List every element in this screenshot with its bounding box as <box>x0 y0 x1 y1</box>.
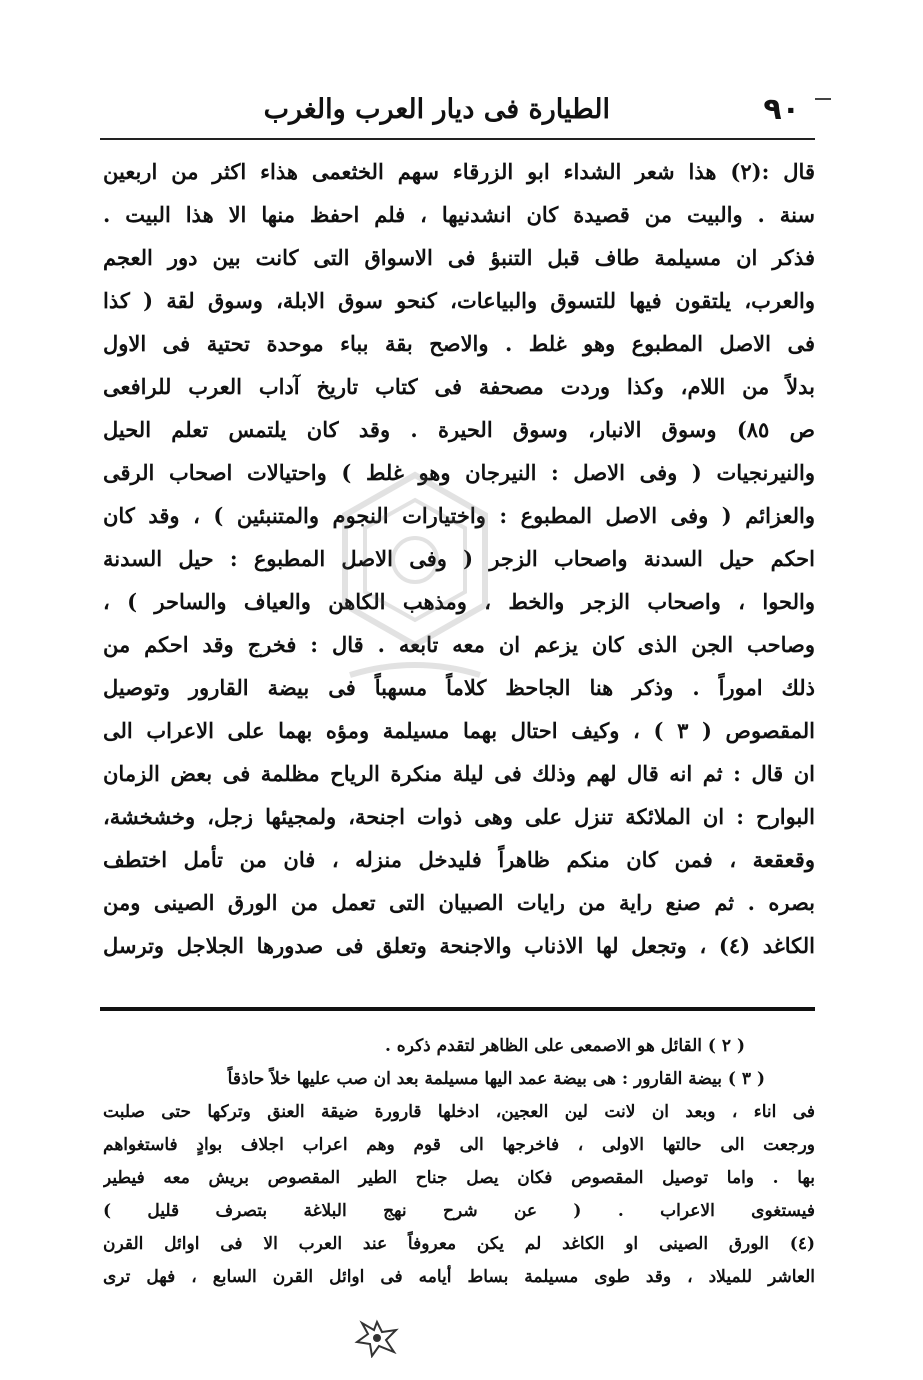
footnote-line: ( ٢ ) القائل هو الاصمعى على الظاهر لتقدم ذكره . <box>384 1036 745 1056</box>
footnote-line: بها . واما توصيل المقصوص فكان يصل جناح الطير المقصوص بريش معه فيطير <box>103 1168 815 1188</box>
running-title: الطيارة فى ديار العرب والغرب <box>263 94 610 125</box>
text-line: بدلاً من اللام، وكذا وردت مصحفة فى كتاب تاريخ آداب العرب للرافعى <box>103 374 815 399</box>
text-line: فى الاصل المطبوع وهو غلط . والاصح بقة بباء موحدة تحتية فى الاول <box>103 331 815 356</box>
footnote-separator <box>100 1007 815 1011</box>
footnotes <box>103 1030 815 1294</box>
library-stamp-watermark <box>330 470 500 700</box>
footnote-line: فى اناء ، وبعد ان لانت لين العجين، ادخلها قارورة ضيقة العنق وتركها حتى صلبت <box>103 1102 815 1122</box>
text-line: والعزائم ( وفى الاصل المطبوع : واختيارات النجوم والمتنبئين ) ، وقد كان <box>103 503 815 528</box>
footnote-line: فيستغوى الاعراب . ( عن شرح نهج البلاغة بتصرف قليل ) <box>103 1201 815 1221</box>
text-line: بصره . ثم صنع راية من رايات الصبيان التى تعمل من الورق الصينى ومن <box>103 890 815 915</box>
margin-mark <box>815 98 831 100</box>
text-line: فذكر ان مسيلمة طاف قبل التنبؤ فى الاسواق التى كانت بين دور العجم <box>103 245 815 270</box>
page-header <box>105 92 810 132</box>
text-line: والحوا ، واصحاب الزجر والخط ، ومذهب الكاهن والعياف والساحر ) ، <box>103 589 815 614</box>
footnote-line: ورجعت الى حالتها الاولى ، فاخرجها الى قوم وهم اعراب اجلاف بوادٍ فاستغواهم <box>103 1135 815 1155</box>
text-line: ان قال : ثم انه قال لهم وذلك فى ليلة منكرة الرياح مظلمة فى بعض الزمان <box>103 761 815 786</box>
text-line: المقصوص ( ٣ ) ، وكيف احتال بهما مسيلمة ومؤه بهما على الاعراب الى <box>103 718 815 743</box>
text-line: الكاغد (٤) ، وتجعل لها الاذناب والاجنحة وتعلق فى صدورها الجلاجل وترسل <box>103 933 815 958</box>
text-line: احكم حيل السدنة واصحاب الزجر ( وفى الاصل المطبوع : حيل السدنة <box>103 546 815 571</box>
text-line: ص ٨٥) وسوق الانبار، وسوق الحيرة . وقد كان يلتمس تعلم الحيل <box>103 417 815 442</box>
text-line: سنة . والبيت من قصيدة كان انشدنيها ، فلم احفظ منها الا هذا البيت . <box>103 202 815 227</box>
text-line: ذلك اموراً . وذكر هنا الجاحظ كلاماً مسهباً فى بيضة القارور وتوصيل <box>103 675 815 700</box>
footnote-line: العاشر للميلاد ، وقد طوى مسيلمة بساط أيامه فى اوائل القرن السابع ، فهل ترى <box>103 1267 815 1287</box>
page-number: ٩٠ <box>763 92 800 127</box>
footnote-line: ( ٣ ) بيضة القارور : هى بيضة عمد اليها مسيلمة بعد ان صب عليها خلاً حاذقاً <box>227 1069 765 1089</box>
text-line: البوارح : ان الملائكة تنزل على وهى ذوات اجنحة، ولمجيئها زجل، وخشخشة، <box>103 804 815 829</box>
ornament-icon <box>352 1318 402 1358</box>
header-rule <box>100 138 815 140</box>
text-line: والعرب، يلتقون فيها للتسوق والبياعات، كنحو سوق الابلة، وسوق لقة ( كذا <box>103 288 815 313</box>
footnote-line: (٤) الورق الصينى او الكاغد لم يكن معروفاً عند العرب الا فى اوائل القرن <box>103 1234 815 1254</box>
text-line: قال :(٢) هذا شعر الشداء ابو الزرقاء سهم الخثعمى هذاء اكثر من اربعين <box>103 159 815 184</box>
text-line: وصاحب الجن الذى كان يزعم ان معه تابعه . قال : فخرج وقد احكم من <box>103 632 815 657</box>
text-line: وقعقعة ، فمن كان منكم ظاهراً فليدخل منزله ، فان من تأمل اختطف <box>103 847 815 872</box>
text-line: والنيرنجيات ( وفى الاصل : النيرجان وهو غلط ) واحتيالات اصحاب الرقى <box>103 460 815 485</box>
